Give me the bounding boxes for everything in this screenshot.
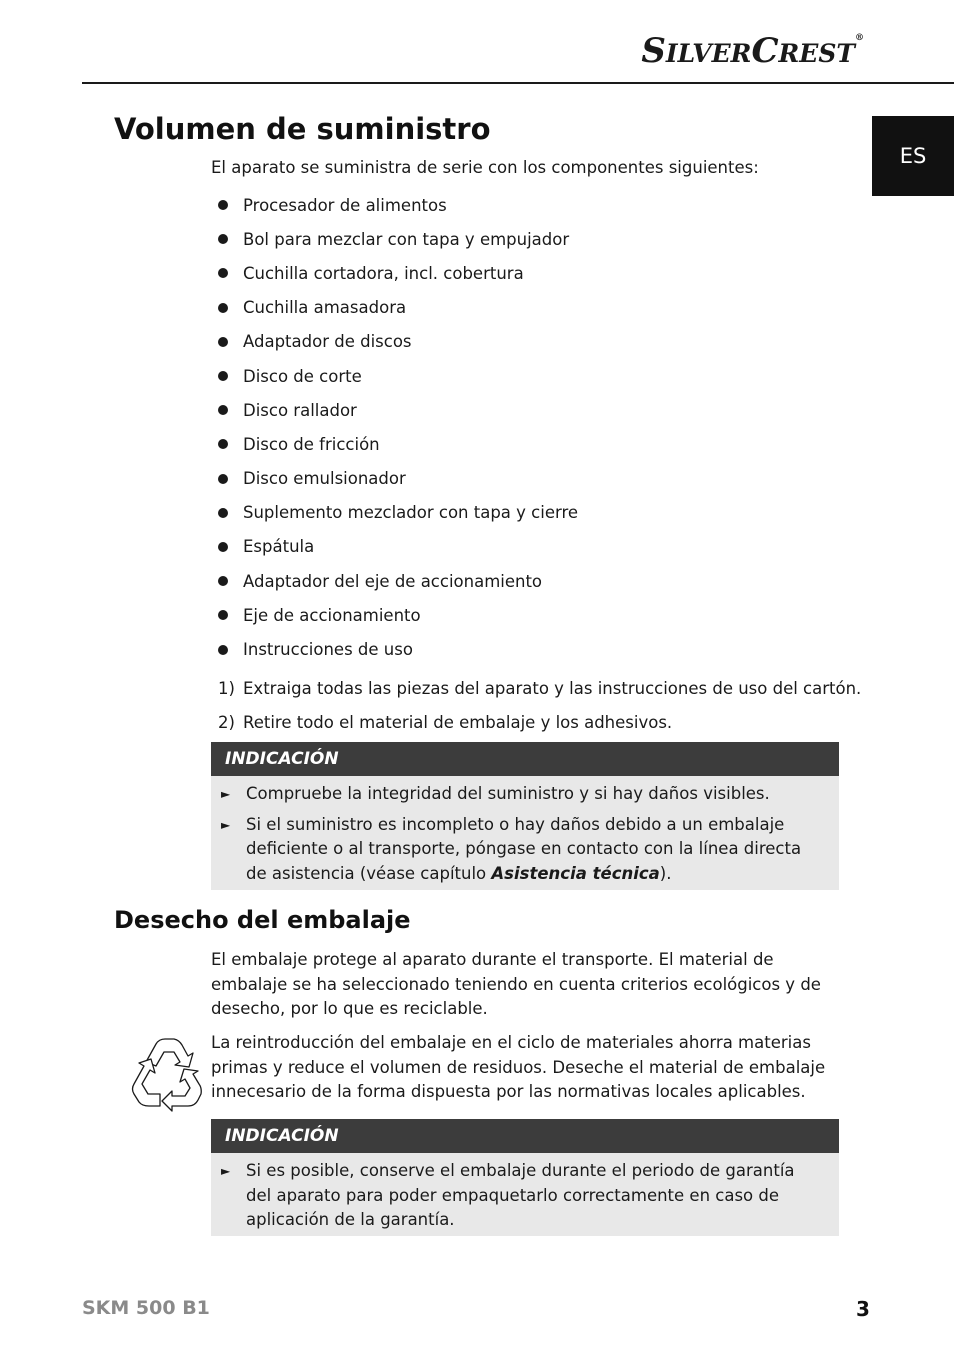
bullet-dot-icon <box>218 610 228 620</box>
note-box-delivery <box>211 742 839 890</box>
list-item: Adaptador del eje de accionamiento <box>218 564 578 598</box>
bullet-dot-icon <box>218 508 228 518</box>
list-item: Cuchilla cortadora, incl. cobertura <box>218 256 578 290</box>
page-number: 3 <box>856 1297 870 1321</box>
list-item: Adaptador de discos <box>218 325 578 359</box>
bullet-dot-icon <box>218 200 228 210</box>
packaging-para-1: El embalaje protege al aparato durante el transporte. El material de embalaje se ha seleccionado teniendo en cuenta criterios ecológicos y de desecho, por lo que es reciclable. <box>211 950 821 1018</box>
note-heading: INDICACIÓN <box>211 742 839 776</box>
list-item: Disco de corte <box>218 359 578 393</box>
model-number: SKM 500 B1 <box>82 1297 210 1319</box>
bullet-dot-icon <box>218 439 228 449</box>
delivery-intro: El aparato se suministra de serie con los componentes siguientes: <box>211 158 759 177</box>
header-divider <box>82 82 954 84</box>
list-item: Disco emulsionador <box>218 462 578 496</box>
component-list <box>218 188 578 667</box>
section-title-delivery: Volumen de suministro <box>114 112 491 146</box>
bullet-dot-icon <box>218 371 228 381</box>
bullet-dot-icon <box>218 474 228 484</box>
note-heading: INDICACIÓN <box>211 1119 839 1153</box>
bullet-dot-icon <box>218 234 228 244</box>
list-item: Disco rallador <box>218 393 578 427</box>
list-item: Disco de fricción <box>218 427 578 461</box>
arrow-right-icon: ► <box>221 1164 231 1178</box>
brand-logo: SILVERCREST® <box>641 31 864 71</box>
list-item: Instrucciones de uso <box>218 632 578 666</box>
note-item: ► Si es posible, conserve el embalaje durante el periodo de garantía del aparato para poder empaquetarlo correctamente en caso de aplicación de la garantía. <box>221 1159 819 1233</box>
bullet-dot-icon <box>218 645 228 655</box>
chapter-reference: Asistencia técnica <box>491 863 660 883</box>
language-tab: ES <box>872 116 954 196</box>
bullet-dot-icon <box>218 405 228 415</box>
list-item: Espátula <box>218 530 578 564</box>
bullet-dot-icon <box>218 337 228 347</box>
note-box-packaging <box>211 1119 839 1236</box>
note-item: ► Si el suministro es incompleto o hay daños debido a un embalaje deficiente o al transporte, póngase en contacto con la línea directa de asistencia (véase capítulo Asistencia técnica). <box>221 813 819 887</box>
arrow-right-icon: ► <box>221 787 231 801</box>
list-item: Procesador de alimentos <box>218 188 578 222</box>
arrow-right-icon: ► <box>221 817 231 832</box>
list-item: Suplemento mezclador con tapa y cierre <box>218 496 578 530</box>
bullet-dot-icon <box>218 303 228 313</box>
list-item: Cuchilla amasadora <box>218 291 578 325</box>
step-item: 1) Extraiga todas las piezas del aparato y las instrucciones de uso del cartón. <box>218 678 862 698</box>
list-item: Eje de accionamiento <box>218 598 578 632</box>
bullet-dot-icon <box>218 542 228 552</box>
step-list <box>218 671 861 739</box>
step-item: 2) Retire todo el material de embalaje y los adhesivos. <box>218 712 673 732</box>
section-title-packaging: Desecho del embalaje <box>114 906 411 934</box>
bullet-dot-icon <box>218 268 228 278</box>
bullet-dot-icon <box>218 576 228 586</box>
packaging-para-2: La reintroducción del embalaje en el ciclo de materiales ahorra materias primas y reduce el volumen de residuos. Deseche el material de embalaje innecesario de la forma dispuesta por las normativas locales aplicables. <box>211 1033 826 1101</box>
note-item: ► Compruebe la integridad del suministro y si hay daños visibles. <box>221 782 819 807</box>
list-item: Bol para mezclar con tapa y empujador <box>218 222 578 256</box>
recycle-icon <box>122 1036 202 1112</box>
